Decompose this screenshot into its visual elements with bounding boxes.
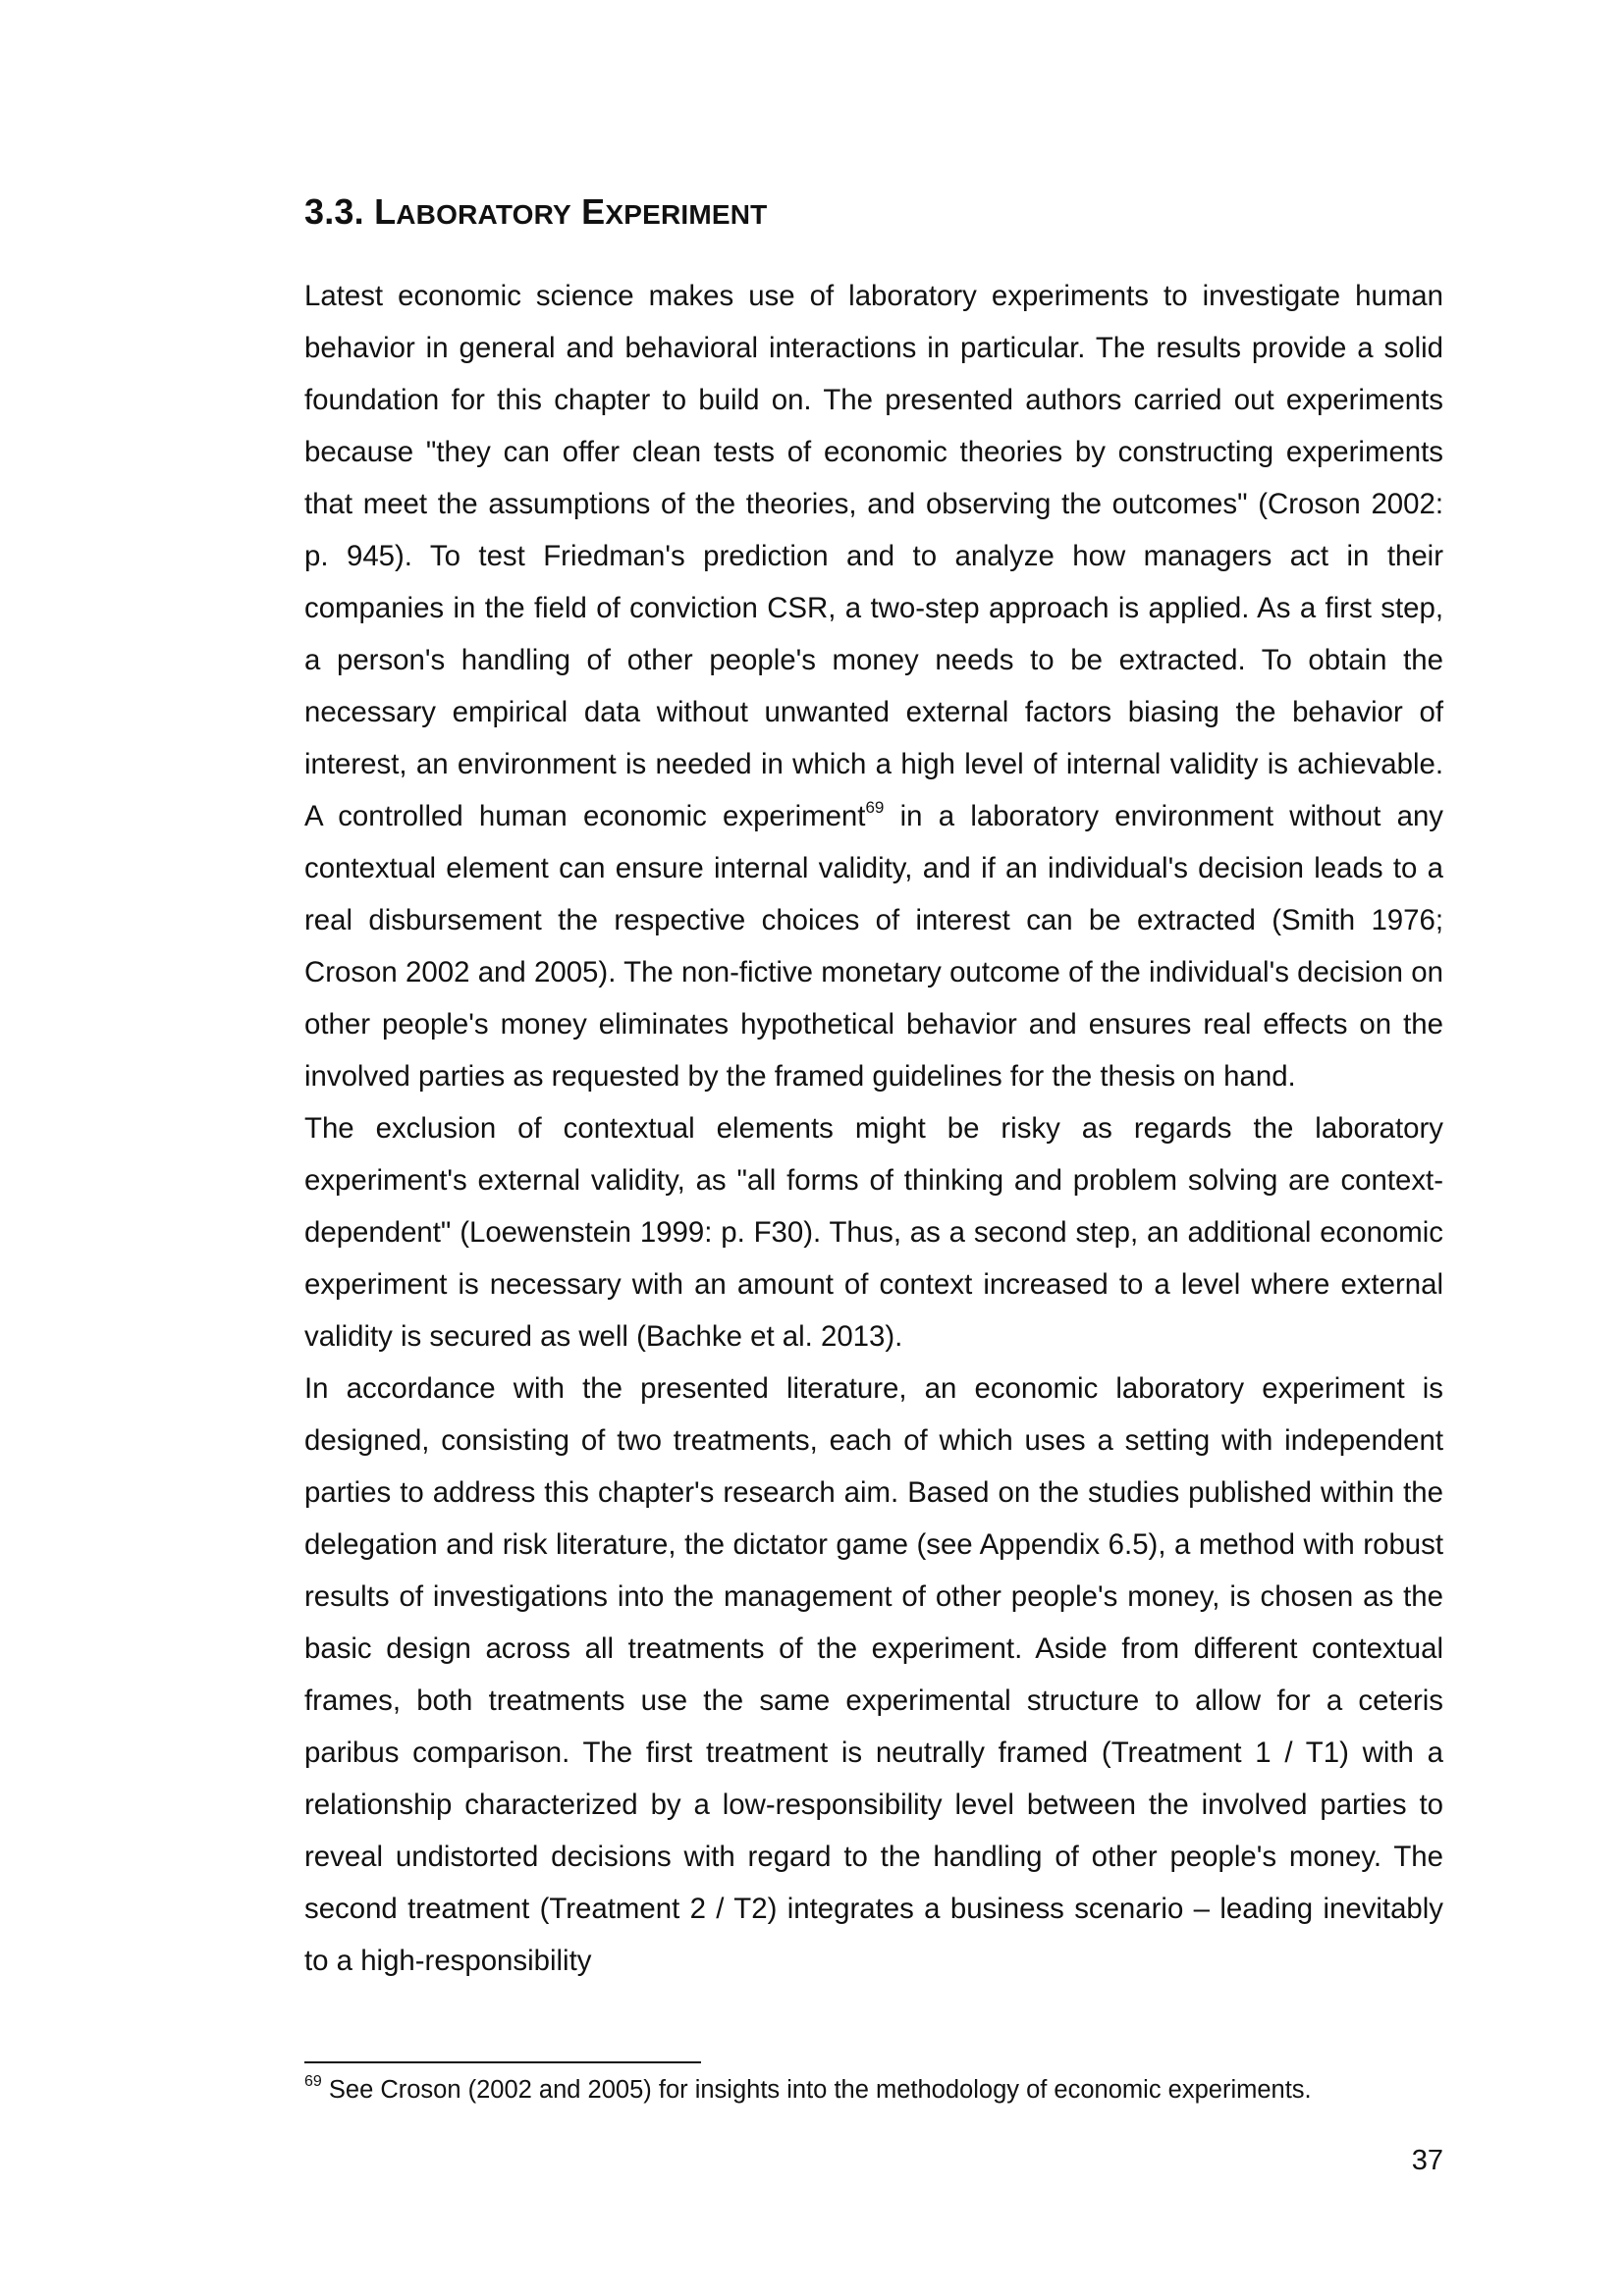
- footnote-marker: 69: [304, 2073, 322, 2090]
- title-word-2-initial: E: [581, 191, 606, 232]
- footnote-reference[interactable]: 69: [865, 798, 885, 817]
- paragraph-2: The exclusion of contextual elements might be risky as regards the laboratory experiment's external validity, as "all forms of thinking and problem solving are context-dependent" (Loewenstein 1999: p. F30). Thus, as a second step, an additional economic experiment is necessary with an amount of context increased to a level where external validity is secured as well (Bachke et al. 2013).: [304, 1112, 1443, 1353]
- page-number: 37: [1411, 2145, 1443, 2176]
- title-word-2-rest: XPERIMENT: [605, 199, 768, 230]
- footnote-divider: [304, 2061, 701, 2063]
- paragraph-1: [304, 270, 1443, 1102]
- paragraph-1-text-b: in a laboratory environment without any contextual element can ensure internal validity, and if an individual's decision leads to a real disbursement the respective choices of interest can be extracted (Smith 1976; Croson 2002 and 2005). The non-fictive monetary outcome of the individual's decision on other people's money eliminates hypothetical behavior and ensures real effects on the involved parties as requested by the framed guidelines for the thesis on hand.: [304, 800, 1444, 1093]
- title-word-1-initial: L: [374, 191, 397, 232]
- title-word-1-rest: ABORATORY: [396, 199, 571, 230]
- paragraph-3: In accordance with the presented literature, an economic laboratory experiment is designed, consisting of two treatments, each of which uses a setting with independent parties to address this chapter's research aim. Based on the studies published within the delegation and risk literature, the dictator game (see Appendix 6.5), a method with robust results of investigations into the management of other people's money, is chosen as the basic design across all treatments of the experiment. Aside from different contextual frames, both treatments use the same experimental structure to allow for a ceteris paribus comparison. The first treatment is neutrally framed (Treatment 1 / T1) with a relationship characterized by a low-responsibility level between the involved parties to reveal undistorted decisions with regard to the handling of other people's money. The second treatment (Treatment 2 / T2) integrates a business scenario – leading inevitably to a high-responsibility: [304, 1372, 1443, 1977]
- section-heading: [304, 192, 1443, 235]
- section-title: [374, 191, 767, 232]
- footnote-text: See Croson (2002 and 2005) for insights into the methodology of economic experiments.: [321, 2076, 1312, 2104]
- section-number: 3.3.: [304, 191, 364, 232]
- footnote: [304, 2073, 1443, 2107]
- paragraph-1-text-a: Latest economic science makes use of laboratory experiments to investigate human behavior in general and behavioral interactions in particular. The results provide a solid foundation for this chapter to build on. The presented authors carried out experiments because "they can offer clean tests of economic theories by constructing experiments that meet the assumptions of the theories, and observing the outcomes" (Croson 2002: p. 945). To test Friedman's prediction and to analyze how managers act in their companies in the field of conviction CSR, a two-step approach is applied. As a first step, a person's handling of other people's money needs to be extracted. To obtain the necessary empirical data without unwanted external factors biasing the behavior of interest, an environment is needed in which a high level of internal validity is achievable. A controlled human economic experiment: [304, 280, 1443, 832]
- main-content: [304, 192, 1443, 1987]
